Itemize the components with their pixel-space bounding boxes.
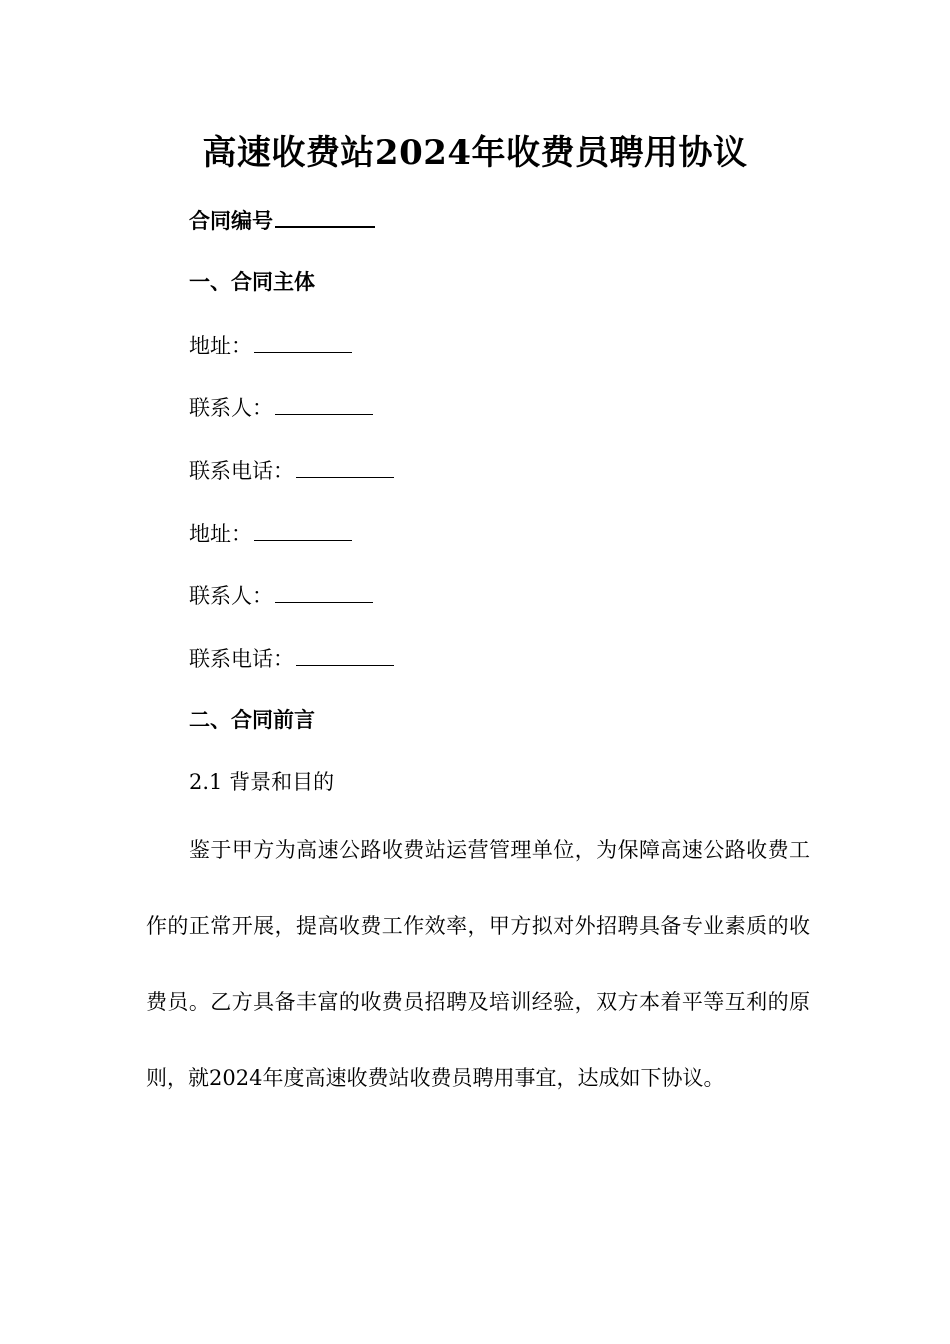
party-b-phone-row xyxy=(189,643,394,674)
party-a-contact-blank xyxy=(275,392,373,415)
party-a-phone-row xyxy=(189,455,394,486)
party-b-address-row xyxy=(189,518,352,549)
document-title: 高速收费站2024年收费员聘用协议 xyxy=(202,133,748,173)
party-a-contact-label: 联系人： xyxy=(189,396,273,420)
section-1-heading: 一、合同主体 xyxy=(189,269,315,294)
party-a-address-label: 地址： xyxy=(189,334,252,358)
contract-number-blank xyxy=(275,204,375,228)
section-2-heading: 二、合同前言 xyxy=(189,707,315,732)
subsection-2-1-heading: 2.1 背景和目的 xyxy=(189,770,335,794)
party-a-phone-blank xyxy=(296,455,394,478)
background-paragraph: 鉴于甲方为高速公路收费站运营管理单位，为保障高速公路收费工作的正常开展，提高收费工作效率，甲方拟对外招聘具备专业素质的收费员。乙方具备丰富的收费员招聘及培训经验，双方本着平等互利的原则，就2024年度高速收费站收费员聘用事宜，达成如下协议。 xyxy=(146,838,810,1090)
party-a-phone-label: 联系电话： xyxy=(189,459,294,483)
contract-number-label: 合同编号 xyxy=(189,208,273,233)
party-b-contact-blank xyxy=(275,580,373,603)
party-a-contact-row xyxy=(189,392,373,423)
party-b-phone-blank xyxy=(296,643,394,666)
party-b-contact-label: 联系人： xyxy=(189,584,273,608)
party-b-contact-row xyxy=(189,580,373,611)
contract-number-row xyxy=(189,204,375,236)
party-b-address-blank xyxy=(254,518,352,541)
party-a-address-blank xyxy=(254,330,352,353)
party-b-phone-label: 联系电话： xyxy=(189,647,294,671)
party-a-address-row xyxy=(189,330,352,361)
party-b-address-label: 地址： xyxy=(189,522,252,546)
